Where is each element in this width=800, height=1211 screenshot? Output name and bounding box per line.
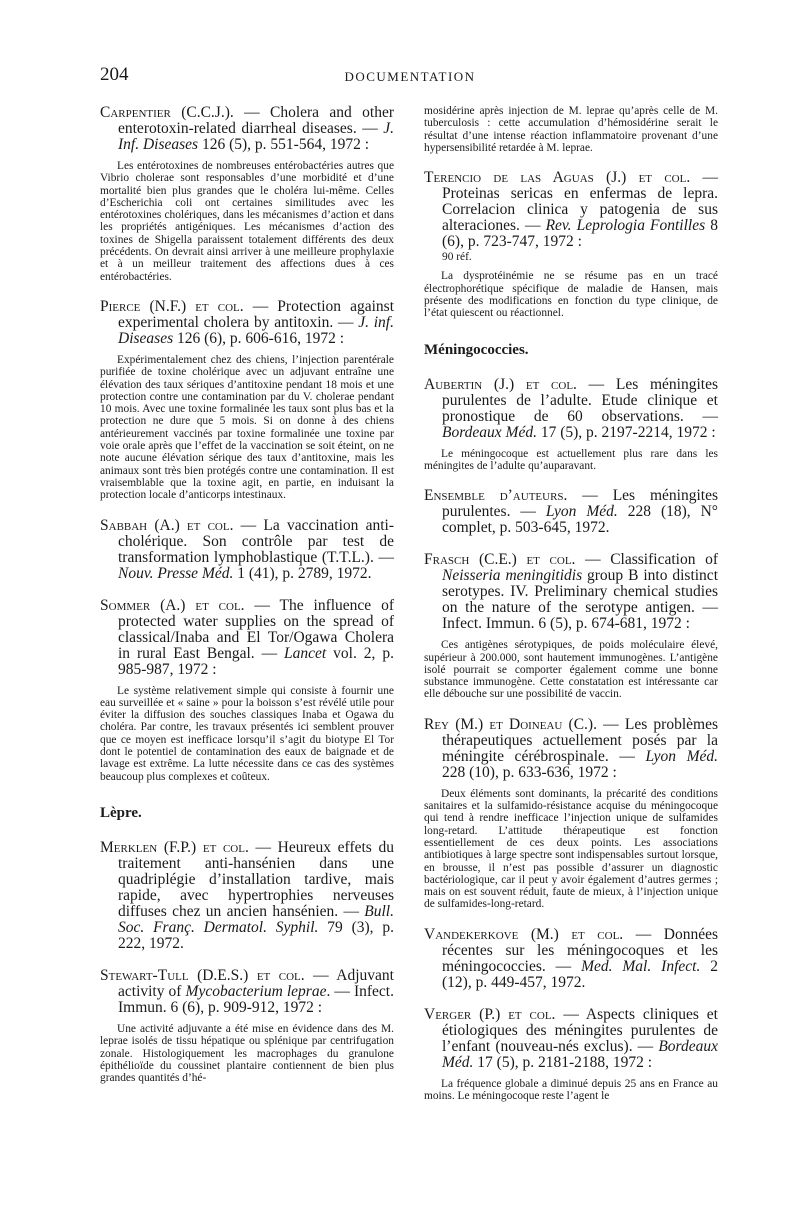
bibliography-entry xyxy=(424,170,718,319)
entry-author: Sommer (A.) et col. xyxy=(100,596,245,614)
entry-title: — Aspects cliniques et étiologiques des méningites purulentes de l’enfant (nouveau-nés exclus). — xyxy=(442,1005,718,1055)
entry-citation xyxy=(424,170,718,250)
entry-author: Frasch (C.E.) et col. xyxy=(424,551,576,569)
entry-details: 126 (6), p. 606-616, 1972 : xyxy=(173,329,345,347)
entry-title: — Les méningites purulentes. — xyxy=(442,487,718,521)
entry-journal: Med. Mal. Infect. xyxy=(581,957,701,975)
entry-details: 1 (41), p. 2789, 1972. xyxy=(233,564,372,582)
page-number: 204 xyxy=(100,64,129,85)
entry-citation xyxy=(100,105,394,153)
entry-citation xyxy=(424,717,718,781)
entry-author: Aubertin (J.) et col. xyxy=(424,375,577,393)
entry-details: 228 (10), p. 633-636, 1972 : xyxy=(442,763,617,781)
bibliography-entry xyxy=(100,299,394,502)
page-header xyxy=(100,64,720,94)
entry-journal: J. Inf. Diseases xyxy=(118,120,394,153)
bibliography-entry xyxy=(100,518,394,582)
bibliography-entry xyxy=(424,927,718,991)
entry-journal: Lancet xyxy=(284,644,327,662)
entry-author: Pierce (N.F.) et col. xyxy=(100,297,244,315)
entry-title: — Les méningites purulentes de l’adulte. Etude clinique et pronostique de 60 observations. — xyxy=(442,375,718,425)
entry-details: 2 (12), p. 449-457, 1972. xyxy=(442,957,718,991)
entry-title: — Cholera and other enterotoxin-related diarrheal diseases. — xyxy=(118,104,395,137)
entry-author: Vandekerkove (M.) et col. xyxy=(424,925,624,943)
left-column xyxy=(100,105,394,1100)
section-title: Lèpre. xyxy=(100,804,142,821)
entry-summary: La fréquence globale a diminué depuis 25 ans en France au moins. Le méningocoque reste l’agent le xyxy=(424,1077,718,1103)
entry-details: group B into distinct serotypes. IV. Preliminary chemical studies on the nature of the serotype antigen. — Infect. Immun. 6 (5), p. 674-681, 1972 : xyxy=(442,567,718,633)
entry-citation xyxy=(424,488,718,536)
bibliography-entry xyxy=(100,968,394,1084)
entry-journal: Bordeaux Méd. xyxy=(442,423,537,441)
bibliography-entry xyxy=(424,717,718,911)
entry-citation xyxy=(100,299,394,347)
entry-summary: La dysprotéinémie ne se résume pas en un tracé électrophorétique spécifique de maladie de Hansen, mais présente des modifications en fonction du type clinique, de l’état quiescent ou réactionnel. xyxy=(424,270,718,320)
entry-citation xyxy=(424,1007,718,1071)
entry-author: Ensemble d’auteurs. xyxy=(424,487,568,505)
entry-details: 228 (18), N° complet, p. 503-645, 1972. xyxy=(442,503,718,537)
entry-journal: Rev. Leprologia Fontilles xyxy=(545,217,706,235)
entry-details: 126 (5), p. 551-564, 1972 : xyxy=(198,136,369,153)
entry-citation xyxy=(100,968,394,1016)
entry-summary: Le méningocoque est actuellement plus rare dans les méningites de l’adulte qu’auparavant. xyxy=(424,447,718,472)
entry-author: Terencio de las Aguas (J.) et col. xyxy=(424,169,691,187)
entry-details: 8 (6), p. 723-747, 1972 : xyxy=(442,217,718,251)
entry-title: — Les problèmes thérapeutiques actuellement posés par la méningite cérébrospinale. — xyxy=(442,715,718,765)
entry-details: 79 (3), p. 222, 1972. xyxy=(118,918,394,952)
right-column xyxy=(424,105,718,1118)
bibliography-entry xyxy=(424,552,718,700)
entry-author: Rey (M.) et Doineau (C.). xyxy=(424,715,597,733)
entry-reference-count: 90 réf. xyxy=(442,251,472,264)
entry-summary: Les entérotoxines de nombreuses entérobactéries autres que Vibrio cholerae sont responsables d’une morbidité et d’une mortalité bien plus grandes que le choléra lui-même. Celles d’Escherichia coli ont certaines similitudes avec les entérotoxines cholériques, dans les mécanismes d’action et dans les propriétés antigéniques. Les mécanismes d’action des toxines de Shigella paraissent totalement différents des deux précédents. On devrait ainsi arriver à une meilleure prophylaxie et à un meilleur traitement des affections dues à ces entérobactéries. xyxy=(100,160,394,283)
entry-title: — La vaccination anti-cholérique. Son contrôle par test de transformation lymphoblastique (T.T.L.). — xyxy=(118,516,394,566)
entry-author: Sabbah (A.) et col. xyxy=(100,516,234,534)
entry-summary: Deux éléments sont dominants, la précarité des conditions sanitaires et la sulfamido-résistance acquise du méningocoque qui tend à rendre inefficace l’injection unique de sulfamides long-retard. L’attitude thérapeutique est fonction essentiellement de ces deux points. Les associations antibiotiques à large spectre sont indispensables surtout lorsque, en brousse, il n’est pas possible d’assurer un diagnostic bactériologique, car il peut y avoir également d’autres germes ; mais on est souvent réduit, faute de mieux, à l’injection unique de sulfamides-long-retard. xyxy=(424,787,718,911)
entry-details: 17 (5), p. 2197-2214, 1972 : xyxy=(536,423,716,441)
entry-title: — Adjuvant activity of xyxy=(118,966,394,1000)
entry-citation xyxy=(424,927,718,991)
entry-citation xyxy=(100,598,394,678)
entry-title: — Protection against experimental cholera by antitoxin. — xyxy=(118,297,394,331)
entry-journal: Lyon Méd. xyxy=(645,747,718,765)
entry-citation xyxy=(424,377,718,441)
section-title: Méningococcies. xyxy=(424,341,529,358)
bibliography-entry xyxy=(424,377,718,473)
entry-citation xyxy=(100,518,394,582)
bibliography-entry xyxy=(100,105,394,283)
entry-title: — Classification of xyxy=(575,551,718,569)
entry-summary: Le système relativement simple qui consiste à fournir une eau surveillée et « saine » pour la boisson s’est révélé utile pour éviter la diffusion des souches classiques Inaba et Ogawa du choléra. Par contre, les travaux présentés ici semblent prouver que ce moyen est inefficace lorsqu’il s’agit du biotype El Tor dont le potentiel de contamination des eaux de baignade et de lavage est extrême. La lutte nécessite dans ce cas des systèmes beaucoup plus complexes et coûteux. xyxy=(100,684,394,783)
bibliography-entry xyxy=(100,598,394,783)
entry-journal: Bordeaux Méd. xyxy=(442,1037,718,1071)
entry-journal: Bull. Soc. Franç. Dermatol. Syphil. xyxy=(118,902,394,936)
running-head: DOCUMENTATION xyxy=(344,69,476,84)
entry-title: — Données récentes sur les méningocoques et les méningococcies. — xyxy=(442,925,718,975)
entry-summary: Ces antigènes sérotypiques, de poids moléculaire élevé, supérieur à 200.000, sont hautement immunogènes. L’antigène isolé pourrait se comporter également comme une bonne substance immunogène. Cette constatation est intéressante car elle débouche sur une possibilité de vaccin. xyxy=(424,639,718,701)
bibliography-entry xyxy=(100,840,394,952)
entry-author: Carpentier (C.C.J.). xyxy=(100,104,234,121)
bibliography-entry xyxy=(424,1007,718,1103)
entry-journal: J. inf. Diseases xyxy=(118,313,394,347)
entry-details: . — Infect. Immun. 6 (6), p. 909-912, 1972 : xyxy=(118,982,394,1016)
entry-summary: Expérimentalement chez des chiens, l’injection parentérale purifiée de toxine cholérique avec un adjuvant entraîne une élévation des taux sériques d’antitoxine pendant 18 mois et une protection contre une contamination par du V. cholerae pendant 10 mois. Avec une toxine formalinée les taux sont plus bas et la protection ne dure que 5 mois. Si on donne à des chiens antérieurement vaccinés par toxine formalinée une toxine par voie orale après que l’effet de la vaccination se soit éteint, on ne note aucune élévation sérique des taux d’antitoxine, mais les animaux sont très bien protégés contre une contamination. Il est vraisemblable que la toxine agit, en partie, en induisant la protection locale d’anticorps intestinaux. xyxy=(100,353,394,502)
entry-citation xyxy=(424,552,718,632)
entry-details: 17 (5), p. 2181-2188, 1972 : xyxy=(473,1053,653,1071)
entry-title: — Heureux effets du traitement anti-hansénien dans une quadriplégie d’installation tardive, mais rapide, avec hypertrophies nerveuses diffuses chez un ancien hansénien. — xyxy=(118,838,394,920)
entry-journal: Mycobacterium leprae xyxy=(185,982,327,1000)
carryover-summary: mosidérine après injection de M. leprae qu’après celle de M. tuberculosis : cette accumulation d’hémosidérine serait le résultat d’une intense réaction inflammatoire provenant d’une hypersensibilité retardée à M. leprae. xyxy=(424,105,718,154)
entry-author: Merklen (F.P.) et col. xyxy=(100,838,249,856)
entry-author: Verger (P.) et col. xyxy=(424,1005,556,1023)
entry-author: Stewart-Tull (D.E.S.) et col. xyxy=(100,966,305,984)
bibliography-entry xyxy=(424,488,718,536)
entry-title: — Proteinas sericas en enfermas de lepra. Correlacion clinica y patogenia de sus alteraciones. — xyxy=(442,169,719,235)
entry-summary: Une activité adjuvante a été mise en évidence dans des M. leprae isolés de tissu hépatique ou splénique par centrifugation zonale. Histologiquement les macrophages du granulone épithélioïde du coussinet plantaire contiennent de bien plus grandes quantités d’hé- xyxy=(100,1022,394,1085)
entry-journal: Lyon Méd. xyxy=(545,503,618,521)
entry-citation xyxy=(100,840,394,952)
entry-title: — The influence of protected water supplies on the spread of classical/Inaba and El Tor/Ogawa Cholera in rural East Bengal. — xyxy=(118,596,394,662)
entry-journal: Nouv. Presse Méd. xyxy=(118,564,234,582)
entry-journal: Neisseria meningitidis xyxy=(442,567,583,585)
entry-details: vol. 2, p. 985-987, 1972 : xyxy=(118,644,394,678)
